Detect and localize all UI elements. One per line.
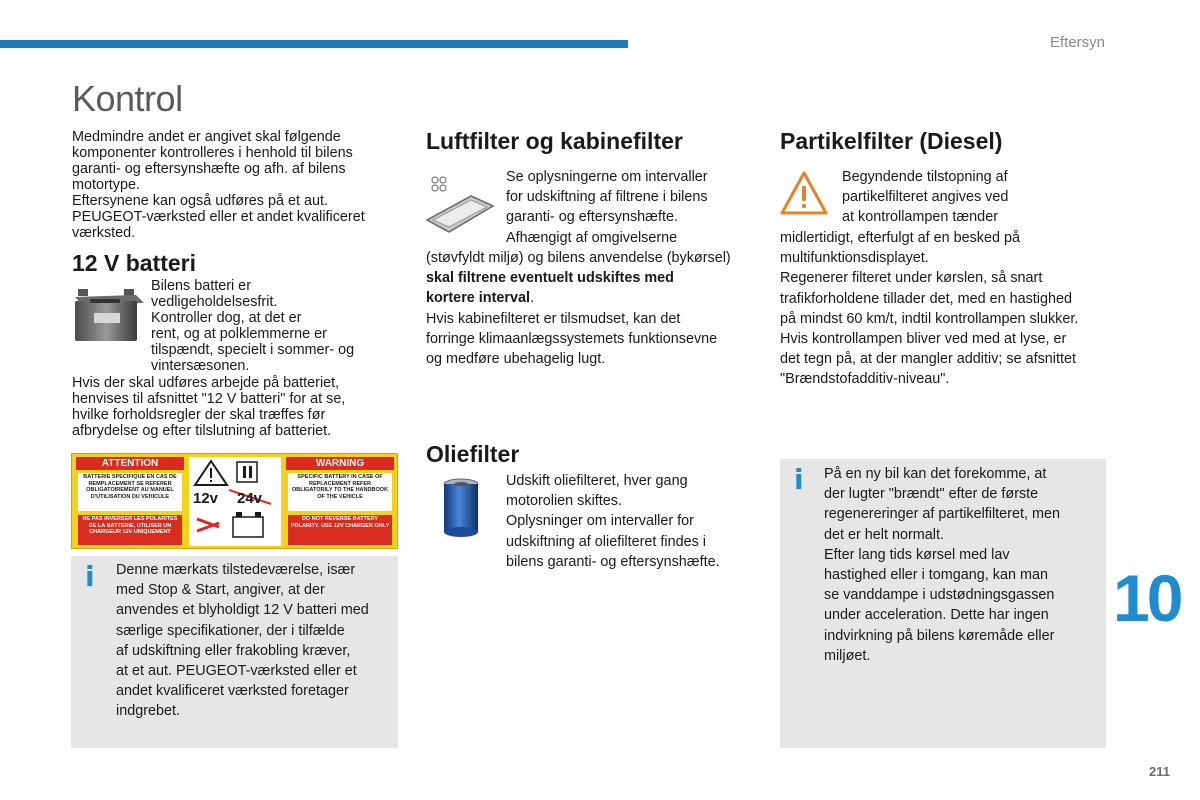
info-icon: i	[85, 560, 95, 593]
oil-filter-heading: Oliefilter	[426, 441, 520, 467]
text-line: Medmindre andet er angivet skal følgende	[72, 129, 341, 145]
label-right-red: DO NOT REVERSE BATTERY POLARITY. USE 12V CHARGER ONLY	[288, 515, 392, 545]
page-number: 211	[1149, 764, 1170, 779]
text-line: og medføre ubehagelig lugt.	[426, 351, 606, 368]
label-volt-ok: 12v	[193, 490, 219, 507]
text-line: vedligeholdelsesfrit.	[151, 294, 278, 310]
text-line: at et aut. PEUGEOT-værksted eller et	[116, 663, 357, 680]
text-line: det er helt normalt.	[824, 526, 944, 543]
text-line: "Brændstofadditiv-niveau".	[780, 371, 950, 388]
text-line: hastighed eller i tomgang, kan man	[824, 567, 1048, 584]
text-line: På en ny bil kan det forekomme, at	[824, 466, 1047, 482]
text-line: PEUGEOT-værksted eller et andet kvalificeret	[72, 209, 365, 225]
text-line: at kontrollampen tænder	[842, 209, 998, 226]
text-line-bold: skal filtrene eventuelt udskiftes med	[426, 270, 674, 287]
text-line-mixed	[426, 288, 771, 308]
text-line: komponenter kontrolleres i henhold til bilens	[72, 145, 353, 161]
text-line: af udskiftning eller frakobling kræver,	[116, 642, 351, 659]
battery-warning-label	[71, 453, 398, 549]
bold-text: kortere interval	[426, 290, 530, 307]
info-icon: i	[794, 463, 804, 496]
warning-triangle-icon	[779, 170, 829, 216]
battery-after-text	[72, 375, 402, 439]
text-line: bilens garanti- og eftersynshæfte.	[506, 553, 720, 570]
particle-filter-info-box	[780, 459, 1106, 748]
air-filter-icon	[425, 174, 497, 234]
text-line: udskiftning af oliefilteret findes i	[506, 533, 706, 550]
text-line: Regenerer filteret under kørslen, så snart	[780, 270, 1043, 287]
text-line: motortype.	[72, 177, 140, 193]
text-line: på mindst 60 km/t, indtil kontrollampen slukker.	[780, 310, 1079, 327]
text-line: Afhængigt af omgivelserne	[506, 229, 678, 246]
text-line: Efter lang tids kørsel med lav	[824, 546, 1010, 563]
label-left-red: NE PAS INVERSER LES POLARITES DE LA BATTERIE, UTILISER UN CHARGEUR 12V UNIQUEMENT	[78, 515, 182, 545]
label-left-box: BATTERIE SPECIFIQUE EN CAS DE REMPLACEMENT SE REFERER OBLIGATOIREMENT AU MANUEL D'UTILISATION DU VEHICULE	[78, 473, 182, 511]
text-line: indvirkning på bilens køremåde eller	[824, 627, 1055, 644]
text-line: Se oplysningerne om intervaller	[506, 169, 708, 185]
particle-filter-body-text	[780, 228, 1110, 390]
text-line: anvendes et blyholdigt 12 V batteri med	[116, 602, 369, 619]
text-line: Udskift oliefilteret, hver gang	[506, 473, 688, 489]
text-line: med Stop & Start, angiver, at der	[116, 582, 325, 599]
text-line: for udskiftning af filtrene i bilens	[506, 189, 708, 206]
text-line: regenereringer af partikelfilteret, men	[824, 506, 1060, 523]
text-line: multifunktionsdisplayet.	[780, 250, 929, 267]
text-line: der lugter "brændt" efter de første	[824, 486, 1039, 503]
text-line: afbrydelse og efter tilslutning af batteriet.	[72, 423, 332, 439]
text-line: trafikforholdene tillader det, med en hastighed	[780, 290, 1072, 307]
text-line: Denne mærkats tilstedeværelse, især	[116, 562, 356, 578]
text-line: se vanddampe i udstødningsgassen	[824, 587, 1055, 604]
text-line: partikelfilteret angives ved	[842, 189, 1009, 206]
battery-heading: 12 V batteri	[72, 250, 196, 276]
battery-icon	[72, 283, 146, 343]
header-accent-bar	[0, 40, 628, 48]
text-line: Begyndende tilstopning af	[842, 169, 1008, 185]
oil-filter-text	[506, 471, 746, 572]
text-line: garanti- og eftersynshæfte.	[506, 209, 678, 226]
label-center-panel	[189, 457, 281, 546]
intro-text	[72, 129, 402, 241]
text-line: forringe klimaanlægssystemets funktionsevne	[426, 330, 718, 347]
air-filter-heading: Luftfilter og kabinefilter	[426, 128, 683, 154]
text-line: det tegn på, at der mangler additiv; se afsnittet	[780, 351, 1076, 368]
text-line: Hvis der skal udføres arbejde på batteriet,	[72, 375, 340, 391]
text-line: vintersæsonen.	[151, 358, 250, 374]
text-suffix: .	[529, 290, 534, 307]
particle-filter-side-text	[842, 167, 1102, 228]
text-line: Hvis kontrollampen bliver ved med at lyse, er	[780, 331, 1067, 348]
text-line: miljøet.	[824, 647, 871, 664]
air-filter-body-text	[426, 248, 771, 369]
text-line: motorolien skiftes.	[506, 493, 622, 510]
label-right-box: SPECIFIC BATTERY IN CASE OF REPLACEMENT REFER OBLIGATORILY TO THE HANDBOOK OF THE VEHICLE	[288, 473, 392, 511]
particle-filter-heading: Partikelfilter (Diesel)	[780, 128, 1003, 154]
text-line: Kontroller dog, at det er	[151, 310, 302, 326]
text-line: (støvfyldt miljø) og bilens anvendelse (bykørsel)	[426, 250, 731, 266]
text-line: særlige specifikationer, der i tilfælde	[116, 622, 345, 639]
label-left-header: ATTENTION	[76, 457, 184, 470]
text-line: værksted.	[72, 225, 136, 241]
text-line: indgrebet.	[116, 703, 181, 720]
air-filter-side-text	[506, 167, 736, 248]
text-line: garanti- og eftersynshæfte og afh. af bilens	[72, 161, 346, 177]
chapter-number: 10	[1113, 561, 1181, 635]
oil-filter-icon	[436, 476, 486, 538]
battery-side-text	[151, 278, 396, 374]
battery-info-text	[116, 560, 396, 722]
text-line: hvilke forholdsregler der skal træffes før	[72, 407, 326, 423]
particle-info-text	[824, 464, 1104, 666]
text-line: under acceleration. Dette har ingen	[824, 607, 1049, 624]
text-line: Hvis kabinefilteret er tilsmudset, kan det	[426, 310, 681, 327]
label-volt-bad: 24v	[237, 490, 263, 507]
battery-info-box	[71, 556, 398, 748]
text-line: rent, og at polklemmerne er	[151, 326, 327, 342]
page-title: Kontrol	[72, 78, 183, 119]
text-line: andet kvalificeret værksted foretager	[116, 683, 349, 700]
text-line: Bilens batteri er	[151, 278, 251, 294]
text-line: tilspændt, specielt i sommer- og	[151, 342, 355, 358]
text-line: midlertidigt, efterfulgt af en besked på	[780, 230, 1020, 246]
text-line: Eftersynene kan også udføres på et aut.	[72, 193, 328, 209]
text-line: Oplysninger om intervaller for	[506, 513, 694, 530]
label-right-header: WARNING	[286, 457, 394, 470]
section-name: Eftersyn	[1049, 34, 1105, 51]
text-line: henvises til afsnittet "12 V batteri" for at se,	[72, 391, 346, 407]
